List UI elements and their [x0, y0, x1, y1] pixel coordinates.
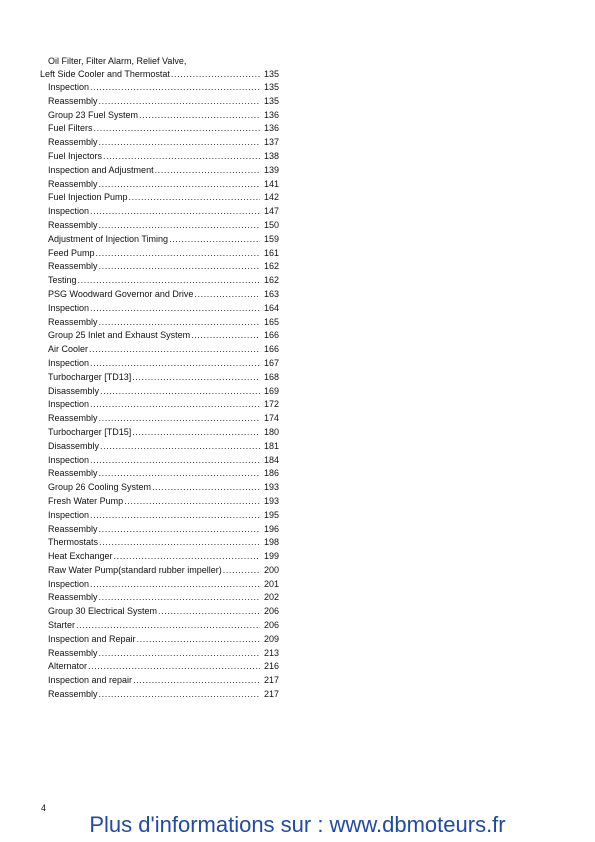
toc-entry-title: Feed Pump — [48, 247, 95, 258]
dot-leader — [90, 81, 260, 95]
dot-leader — [99, 178, 260, 192]
toc-entry-page: 142 — [263, 192, 279, 203]
toc-entry-title: Inspection — [48, 399, 90, 410]
dot-leader — [99, 136, 260, 150]
toc-entry[interactable] — [40, 578, 279, 592]
toc-entry-page: 164 — [263, 302, 279, 313]
toc-entry-page: 193 — [263, 482, 279, 493]
toc-entry-page: 167 — [263, 357, 279, 368]
toc-entry[interactable] — [40, 81, 279, 95]
toc-entry-page: 174 — [263, 413, 279, 424]
dot-leader — [99, 260, 260, 274]
toc-entry-title: Reassembly — [48, 219, 98, 230]
dot-leader — [139, 109, 260, 123]
toc-entry[interactable] — [40, 495, 279, 509]
toc-entry-title: Group 26 Cooling System — [48, 482, 152, 493]
toc-entry-title: Reassembly — [48, 523, 98, 534]
toc-entry-page: 180 — [263, 426, 279, 437]
dot-leader — [171, 67, 260, 81]
toc-entry-page: 198 — [263, 537, 279, 548]
toc-entry-title: Reassembly — [48, 689, 98, 700]
toc-entry[interactable] — [40, 329, 279, 343]
toc-entry-title: Testing — [48, 275, 77, 286]
dot-leader — [90, 205, 260, 219]
dot-leader — [99, 536, 260, 550]
toc-entry-page: 206 — [263, 606, 279, 617]
dot-leader — [158, 605, 260, 619]
dot-leader — [88, 660, 260, 674]
toc-entry-page: 135 — [263, 69, 279, 79]
toc-entry-title: Inspection and Repair — [48, 633, 136, 644]
toc-entry[interactable] — [40, 564, 279, 578]
toc-entry[interactable] — [40, 619, 279, 633]
toc-entry-title: Group 25 Inlet and Exhaust System — [48, 330, 191, 341]
toc-entry[interactable] — [40, 385, 279, 399]
toc-entry-title: Group 30 Electrical System — [48, 606, 158, 617]
toc-entry-page: 186 — [263, 468, 279, 479]
toc-entry-page: 162 — [263, 275, 279, 286]
toc-entry-page: 217 — [263, 689, 279, 700]
toc-entry[interactable] — [40, 316, 279, 330]
toc-entry-page: 150 — [263, 219, 279, 230]
toc-entry[interactable] — [40, 247, 279, 261]
dot-leader — [89, 343, 260, 357]
dot-leader — [99, 523, 260, 537]
toc-entry[interactable] — [40, 481, 279, 495]
toc-entry[interactable] — [40, 467, 279, 481]
dot-leader — [90, 357, 260, 371]
toc-entry[interactable] — [40, 412, 279, 426]
toc-entry-title: Heat Exchanger — [48, 551, 113, 562]
toc-entry-page: 168 — [263, 371, 279, 382]
toc-entry-page: 195 — [263, 509, 279, 520]
toc-entry[interactable] — [40, 178, 279, 192]
toc-entry-title: Turbocharger [TD13] — [48, 371, 132, 382]
toc-entry-page: 163 — [263, 288, 279, 299]
toc-entry-page: 200 — [263, 564, 279, 575]
dot-leader — [78, 274, 260, 288]
dot-leader — [76, 619, 260, 633]
toc-entry[interactable] — [40, 260, 279, 274]
toc-entry-page: 136 — [263, 109, 279, 120]
toc-entry-title: Inspection and repair — [48, 675, 133, 686]
toc-entry[interactable] — [40, 688, 279, 702]
toc-entry[interactable] — [40, 191, 279, 205]
toc-entry-title: Inspection — [48, 454, 90, 465]
toc-entry-title: Reassembly — [48, 261, 98, 272]
toc-entry-title: Turbocharger [TD15] — [48, 426, 132, 437]
toc-entry[interactable] — [40, 219, 279, 233]
toc-entry-page: 184 — [263, 454, 279, 465]
toc-entry[interactable] — [40, 371, 279, 385]
page-number: 4 — [41, 803, 47, 813]
toc-entry-title: Inspection and Adjustment — [48, 164, 154, 175]
toc-entry-title: Left Side Cooler and Thermostat — [40, 69, 170, 79]
toc-entry[interactable] — [40, 67, 279, 81]
toc-entry-title: Inspection — [48, 578, 90, 589]
toc-entry-title: Fresh Water Pump — [48, 495, 124, 506]
toc-entry-page: 139 — [263, 164, 279, 175]
dot-leader — [99, 688, 260, 702]
toc-entry-title: Fuel Filters — [48, 123, 93, 134]
toc-entry[interactable] — [40, 164, 279, 178]
toc-entry-title: Reassembly — [48, 137, 98, 148]
toc-entry-title: Reassembly — [48, 316, 98, 327]
toc-entry-title: Adjustment of Injection Timing — [48, 233, 169, 244]
toc-entry-title: Inspection — [48, 82, 90, 92]
toc-entry[interactable] — [40, 205, 279, 219]
toc-entry-title: Reassembly — [48, 413, 98, 424]
dot-leader — [90, 454, 260, 468]
toc-entry-page: 166 — [263, 344, 279, 355]
toc-entry-page: 201 — [263, 578, 279, 589]
toc-entry-page: 165 — [263, 316, 279, 327]
dot-leader — [191, 329, 260, 343]
toc-entry-page: 193 — [263, 495, 279, 506]
toc-entry[interactable] — [40, 288, 279, 302]
dot-leader — [114, 550, 260, 564]
toc-entry[interactable] — [40, 274, 279, 288]
toc-entry-title: PSG Woodward Governor and Drive — [48, 288, 194, 299]
dot-leader — [155, 164, 260, 178]
toc-entry-title: Reassembly — [48, 468, 98, 479]
toc-entry[interactable] — [40, 398, 279, 412]
toc-entry[interactable] — [40, 426, 279, 440]
dot-leader — [99, 591, 260, 605]
toc-entry-title: Fuel Injectors — [48, 150, 103, 161]
toc-entry-page: 135 — [263, 95, 279, 106]
toc-entry[interactable] — [40, 302, 279, 316]
toc-entry-title: Thermostats — [48, 537, 99, 548]
toc-entry[interactable] — [40, 109, 279, 123]
dot-leader — [132, 426, 260, 440]
promo-link[interactable]: Plus d'informations sur : www.dbmoteurs.fr — [89, 812, 506, 837]
dot-leader — [137, 633, 260, 647]
toc-entry[interactable] — [40, 150, 279, 164]
dot-leader — [96, 247, 260, 261]
dot-leader — [99, 95, 260, 109]
toc-entry-page: 199 — [263, 551, 279, 562]
toc-entry-title: Alternator — [48, 661, 88, 672]
dot-leader — [223, 564, 260, 578]
toc-entry-title: Inspection — [48, 509, 90, 520]
dot-leader — [99, 219, 260, 233]
toc-entry-page: 141 — [263, 178, 279, 189]
toc-entry-page: 172 — [263, 399, 279, 410]
toc-entry-page: 169 — [263, 385, 279, 396]
dot-leader — [100, 385, 260, 399]
toc-entry[interactable] — [40, 233, 279, 247]
toc-entry-page: 138 — [263, 150, 279, 161]
toc-entry[interactable] — [40, 454, 279, 468]
toc-entry-page: 137 — [263, 137, 279, 148]
table-of-contents — [40, 56, 279, 702]
dot-leader — [99, 467, 260, 481]
toc-entry[interactable] — [40, 647, 279, 661]
dot-leader — [90, 302, 260, 316]
toc-entry-page: 136 — [263, 123, 279, 134]
toc-entry[interactable] — [40, 550, 279, 564]
toc-entry-title: Disassembly — [48, 385, 100, 396]
toc-entry-title: Reassembly — [48, 178, 98, 189]
toc-entry-title: Inspection — [48, 206, 90, 217]
dot-leader — [152, 481, 260, 495]
toc-entry[interactable] — [40, 440, 279, 454]
toc-entry-page: 209 — [263, 633, 279, 644]
dot-leader — [94, 122, 260, 136]
toc-entry-page: 206 — [263, 620, 279, 631]
dot-leader — [90, 509, 260, 523]
toc-entry-page: 166 — [263, 330, 279, 341]
toc-entry-page: 159 — [263, 233, 279, 244]
toc-entry[interactable] — [40, 660, 279, 674]
toc-entry[interactable] — [40, 95, 279, 109]
toc-entry-title: Reassembly — [48, 592, 98, 603]
toc-entry[interactable] — [40, 536, 279, 550]
dot-leader — [169, 233, 260, 247]
toc-entry-page: 216 — [263, 661, 279, 672]
dot-leader — [99, 316, 260, 330]
toc-heading-line: Oil Filter, Filter Alarm, Relief Valve, — [48, 56, 187, 66]
toc-entry-page: 162 — [263, 261, 279, 272]
toc-entry-title: Starter — [48, 620, 76, 631]
toc-entry-title: Inspection — [48, 357, 90, 368]
dot-leader — [124, 495, 260, 509]
toc-entry-title: Inspection — [48, 302, 90, 313]
toc-entry-page: 161 — [263, 247, 279, 258]
toc-entry-title: Group 23 Fuel System — [48, 109, 139, 120]
toc-entry[interactable] — [40, 136, 279, 150]
toc-entry[interactable] — [40, 509, 279, 523]
dot-leader — [133, 674, 260, 688]
toc-entry[interactable] — [40, 591, 279, 605]
dot-leader — [99, 412, 260, 426]
toc-entry[interactable] — [40, 523, 279, 537]
dot-leader — [99, 647, 260, 661]
dot-leader — [100, 440, 260, 454]
toc-entry[interactable] — [40, 633, 279, 647]
toc-entry-title: Disassembly — [48, 440, 100, 451]
toc-entry-page: 202 — [263, 592, 279, 603]
dot-leader — [103, 150, 260, 164]
toc-entry-title: Reassembly — [48, 95, 98, 106]
toc-entry-page: 135 — [263, 82, 279, 92]
dot-leader — [90, 578, 260, 592]
toc-entry-page: 196 — [263, 523, 279, 534]
dot-leader — [194, 288, 260, 302]
toc-entry[interactable] — [40, 357, 279, 371]
toc-entry[interactable] — [40, 605, 279, 619]
toc-entry-title: Air Cooler — [48, 344, 89, 355]
dot-leader — [129, 191, 260, 205]
toc-entry-page: 217 — [263, 675, 279, 686]
toc-entry[interactable] — [40, 343, 279, 357]
toc-entry[interactable] — [40, 122, 279, 136]
toc-entries — [40, 67, 279, 702]
toc-entry-page: 147 — [263, 206, 279, 217]
toc-entry[interactable] — [40, 674, 279, 688]
toc-entry-page: 181 — [263, 440, 279, 451]
dot-leader — [90, 398, 260, 412]
dot-leader — [132, 371, 260, 385]
toc-entry-page: 213 — [263, 647, 279, 658]
toc-entry-title: Raw Water Pump(standard rubber impeller) — [48, 564, 222, 575]
toc-entry-title: Reassembly — [48, 647, 98, 658]
toc-entry-title: Fuel Injection Pump — [48, 192, 128, 203]
